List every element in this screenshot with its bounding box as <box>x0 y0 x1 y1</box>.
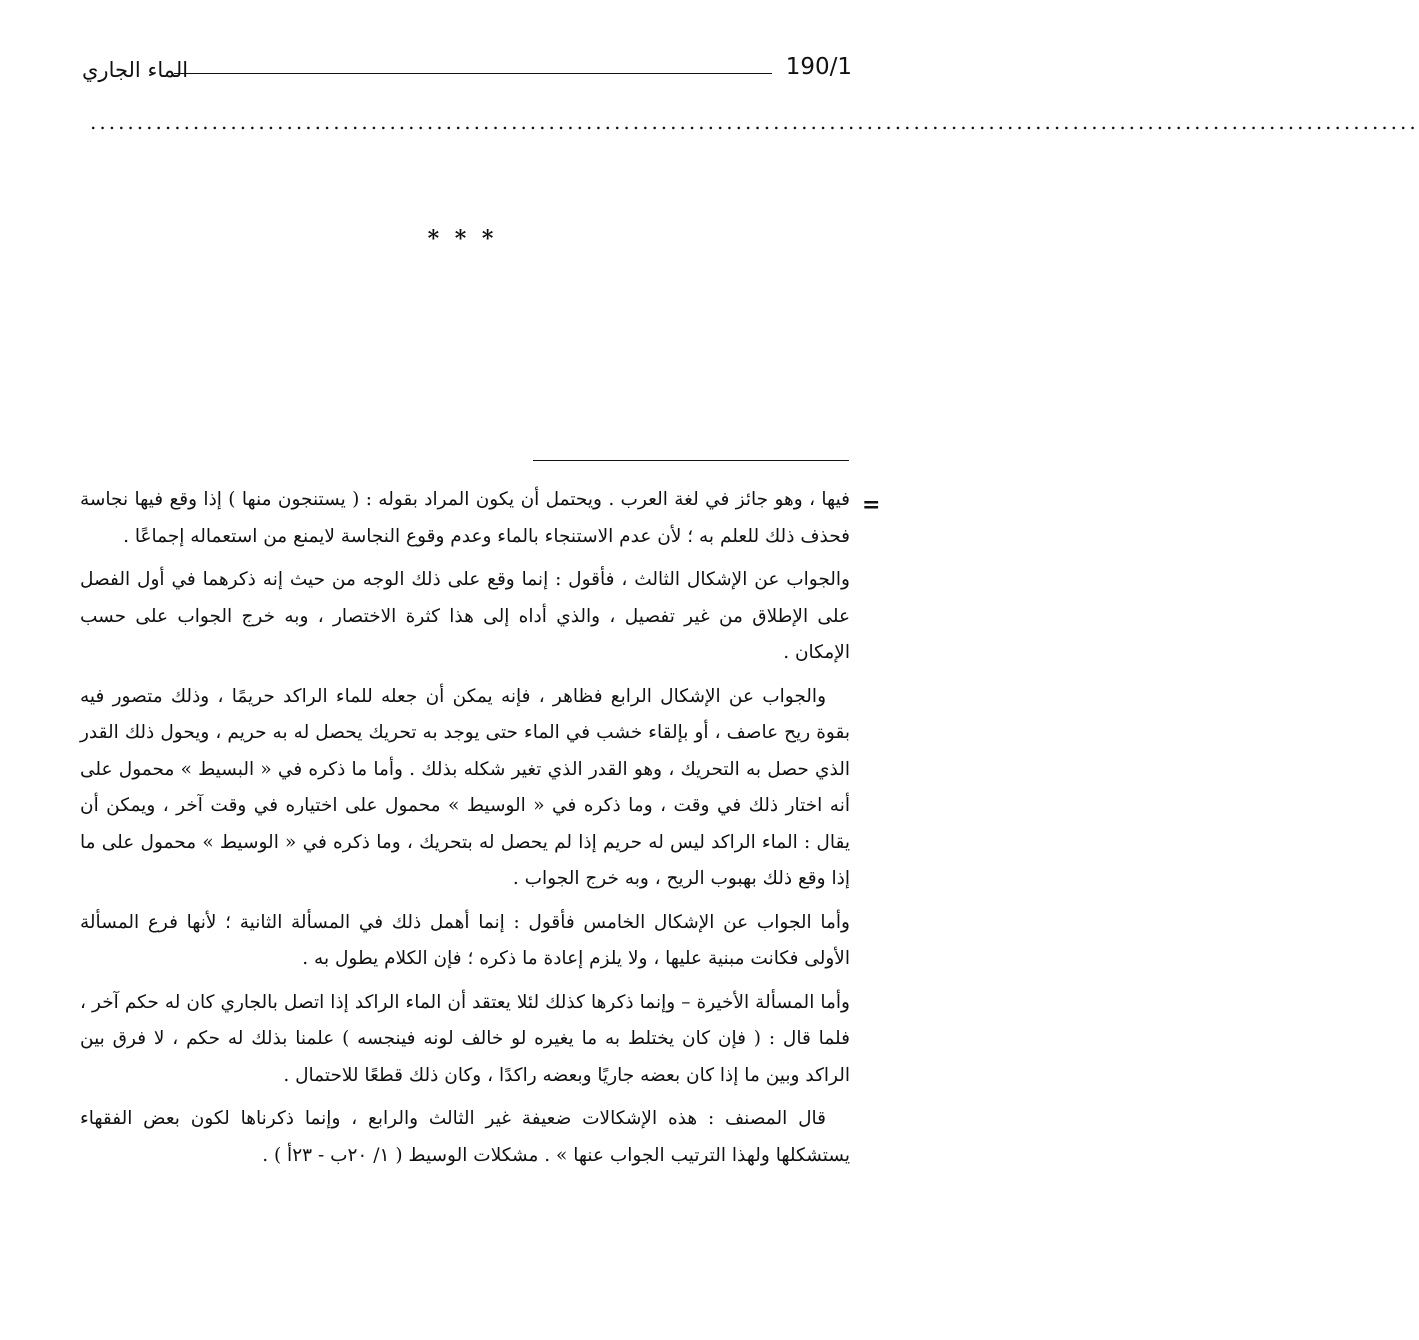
footnote-paragraph: والجواب عن الإشكال الثالث ، فأقول : إنما وقع على ذلك الوجه من حيث إنه ذكرهما في أول الفصل على الإطلاق من غير تفصيل ، والذي أداه إلى هذا كثرة الاختصار ، وبه خرج الجواب على حسب الإمكان . <box>80 569 850 663</box>
running-title: الماء الجاري <box>82 58 189 82</box>
footnote-block <box>80 482 850 1181</box>
footnote-paragraph: والجواب عن الإشكال الرابع فظاهر ، فإنه يمكن أن جعله للماء الراكد حريمًا ، وذلك متصور فيه بقوة ريح عاصف ، أو بإلقاء خشب في الماء حتى يوجد به تحريك يحصل له به حريم ، ويحول ذلك القدر الذي حصل به التحريك ، وهو القدر الذي تغير شكله بذلك . وأما ما ذكره في « البسيط » محمول على أنه اختار ذلك في وقت ، وما ذكره في « الوسيط » محمول على اختياره في وقت آخر ، ويمكن أن يقال : الماء الراكد ليس له حريم إذا لم يحصل له بتحريك ، وما ذكره في « الوسيط » محمول على ما إذا وقع ذلك بهبوب الريح ، وبه خرج الجواب . <box>80 685 850 889</box>
footnote-paragraph: فيها ، وهو جائز في لغة العرب . ويحتمل أن يكون المراد بقوله : ( يستنجون منها ) إذا وقع فيها نجاسة فحذف ذلك للعلم به ؛ لأن عدم الاستنجاء بالماء وعدم وقوع النجاسة لايمنع من استعماله إجماعًا . <box>80 489 850 547</box>
footnote-rule <box>533 460 849 461</box>
dotted-separator: .............................................................................................................................................. <box>90 110 1419 134</box>
page-header <box>82 54 852 90</box>
header-rule <box>174 73 772 74</box>
continuation-mark: = <box>862 492 881 518</box>
page-number: 190/1 <box>785 54 852 80</box>
footnote-paragraph: قال المصنف : هذه الإشكالات ضعيفة غير الثالث والرابع ، وإنما ذكرناها لكون بعض الفقهاء يستشكلها ولهذا الترتيب الجواب عنها » . مشكلات الوسيط ( ١/ ٢٠ب - ٢٣أ ) . <box>80 1108 850 1166</box>
footnote-paragraph: وأما المسألة الأخيرة – وإنما ذكرها كذلك لئلا يعتقد أن الماء الراكد إذا اتصل بالجاري كان له حكم آخر ، فلما قال : ( فإن كان يختلط به ما يغيره لو خالف لونه فينجسه ) علمنا بذلك له حكم ، لا فرق بين الراكد وبين ما إذا كان بعضه جاريًا وبعضه راكدًا ، وكان ذلك قطعًا للاحتمال . <box>80 991 850 1086</box>
section-break: * * * <box>427 226 498 252</box>
footnote-paragraph: وأما الجواب عن الإشكال الخامس فأقول : إنما أهمل ذلك في المسألة الثانية ؛ لأنها فرع المسألة الأولى فكانت مبنية عليها ، ولا يلزم إعادة ما ذكره ؛ فإن الكلام يطول به . <box>80 911 850 969</box>
